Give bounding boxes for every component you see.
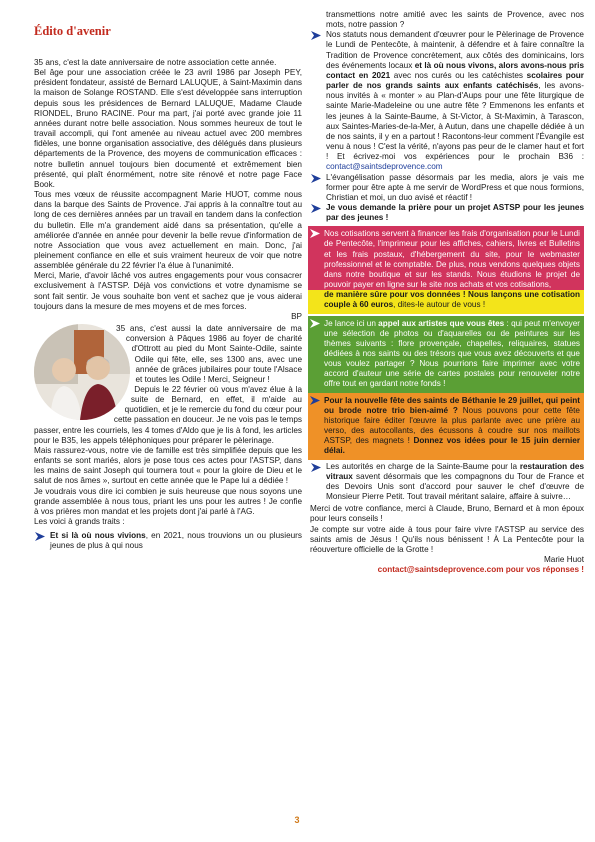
artists-call-block: Je lance ici un appel aux artistes que vous êtes : qui peut m'envoyer une sélection de photos ou d'aquarelles ou de peintures sur les thèmes suivants : flore provençale, chapelles, reliquaires, statues dédiées à nos saints ou des trésors que vous avez découverts et que vous voulez partager ? Nous pourrions faire imprimer avec votre accord d'auteur une série de cartes postales pour renouveler notre offre tout en gardant notre fonds ! [308,316,584,393]
paragraph: Bel âge pour une association créée le 23 avril 1986 par Joseph PEY, président fondateur, assisté de Bernard LALUQUE, à Saint-Maximin dans la maison de Solange ROSTAND. Elle s'est développée sans interruption depuis sous les présidences de Bernard LALUQUE, Madame Claude RIONDEL, Bruno RACINE. Pour ma part, j'ai porté avec grande joie 11 années durant notre belle association. Nous sommes heureux de tout le travail accompli, qui l'ont amenée au niveau actuel avec 200 membres fidèles, une bonne organisation associative, des délégués dans plusieurs départements de la Provence, des moyens de communication efficaces : notre bulletin annuel toujours bien documenté et extrêmement bien présenté, qui plaît énormément, notre site rénové et notre page Face Book. [34,68,302,189]
contact-reply-link[interactable]: contact@saintsdeprovence.com pour vos réponses ! [377,565,584,575]
contact-email-link[interactable]: contact@saintsdeprovence.com [326,162,443,172]
right-column [310,10,584,575]
list-item: Je vous demande la prière pour un projet ASTSP pour les jeunes par des jeunes ! [310,203,584,223]
paragraph: 35 ans, c'est aussi la date anniversaire de ma conversion à Pâques 1986 au foyer de charité d'Ottrott au pied du Mont Sainte-Odile, sainte Odile qui fête, elle, ses 1300 ans, avec une année de grâces jubilaires pour toute l'Alsace et toutes les Odile ! Merci, Seigneur ! [116,324,302,384]
list-item: Les autorités en charge de la Sainte-Baume pour la restauration des vitraux savent désormais que les compagnons du Tour de France et des Devoirs Unis sont d'accord pour sauver le chef d'œuvre de Monsieur Pierre Petit. Tout travail méritant salaire, affaire à suivre… [310,462,584,503]
signature-marie-huot: Marie Huot [543,554,584,564]
bullet-arrow-icon [310,396,320,405]
paragraph: Depuis le 22 février où vous m'avez élue à la suite de Bernard, en effet, il m'aide au quotidien, et je le remercie du fond du cœur pour cette passation en douceur. Je ne vois pas le temps passer, entre les courriels, les 4 tomes d'Aldo que je lis à fond, les articles pour le B35, les appels téléphoniques pour préparer le pèlerinage. [34,385,302,445]
left-column [34,24,302,552]
paragraph: Merci, Marie, d'avoir lâché vos autres engagements pour vous consacrer exclusivement à l'ASTSP. Déjà vos convictions et votre dynamisme se sont fait sentir. Je vous souhaite bon vent et sachez que je vous aiderai toujours dans la mesure de mes moyens et de mes forces. [34,271,302,311]
signature-bp: BP [291,311,302,321]
bethanie-feast-block: Pour la nouvelle fête des saints de Béthanie le 29 juillet, qui peint ou brode notre trio bien-aimé ? Nous pouvons pour cette fête historique faire éditer l'œuvre la plus parlante avec une prière au verso, des autocollants, des écussons à coudre sur nos maillots ASTSP, des magnets ! Donnez vos idées pour le 15 juin dernier délai. [308,393,584,460]
bullet-arrow-icon [311,204,321,213]
list-item: L'évangélisation passe désormais par les media, alors je vais me former pour être apte à me servir de WordPress et que nous formions, Christian et moi, un duo avisé et réactif ! [310,173,584,203]
paragraph: Tous mes vœux de réussite accompagnent Marie HUOT, comme nous dans la barque des Saints de Provence. J'ai appris à la connaître tout au long de ces dernières années par un travail en tandem dans la confection du bulletin. Elle m'a grandement aidé dans sa présentation, qu'elle a améliorée d'année en année pour devenir la belle revue d'information de notre Association que vous avez actuellement en main. Donc, j'ai pleinement confiance en elle et suis vraiment heureux de voir que notre assemblée générale du 22 février l'a élue à l'unanimité. [34,190,302,271]
bullet-arrow-icon [311,31,321,40]
bullet-arrow-icon [310,319,320,328]
paragraph: Je compte sur votre aide à tous pour faire vivre l'ASTSP au service des saints amis de Jésus ! Qu'ils nous bénissent ! À La Pentecôte pour la réouverture officielle de la Grotte ! [310,524,584,554]
list-item: Et si là où nous vivions, en 2021, nous trouvions un ou plusieurs jeunes de plus à qui nous [34,531,302,551]
list-item: Nos statuts nous demandent d'œuvrer pour le Pèlerinage de Provence le Lundi de Pentecôte, à maintenir, à défendre et à faire connaître la Tradition de Provence concrètement, aux côtés des dominicains, lors des événements locaux et là où nous vivons, alors avons-nous pris contact en 2021 avec nos curés ou les catéchistes scolaires pour parler de nos grands saints aux enfants catéchisés, les avons-nous invités à « monter » au Plan-d'Aups pour une fête liturgique de sainte Marie-Madeleine ou une autre fête ? Emmenons les enfants et les jeunes à la Sainte-Baume, à St-Victor, à St-Maximin, à Tarascon, aux Saintes-Maries-de-la-Mer, à Autun, dans une chapelle dédiée à un de nos saints, il y en a partout ! Racontons-leur comment l'Évangile est venu à nous ! C'est la vérité, n'ayons pas peur de le clamer haut et fort ! Et écrivez-moi vos expériences pour le prochain B36 : contact@saintsdeprovence.com [310,30,584,172]
page-number: 3 [294,815,300,825]
bullet-arrow-icon [35,532,45,541]
bullet-arrow-icon [311,463,321,472]
paragraph: Je voudrais vous dire ici combien je suis heureuse que nous soyons une grande assemblée à nous tous, priant les uns pour les autres ! Je confie à vos prières mon mandat et les projets dont j'ai parlé à l'AG. [34,486,302,516]
cotisations-block: Nos cotisations servent à financer les frais d'organisation pour le Lundi de Pentecôte, l'imprimeur pour les affiches, cahiers, livres et Bulletins et les frais postaux, d'hébergement du site, pour le webmaster professionnel et le comptable. De plus, nous vendons quelques objets dans notre boutique et sur les stands. Nous étudions le projet de pouvoir payer en ligne sur le site nos achats et vos cotisations, de manière sûre pour vos données ! Nous lançons une cotisation couple à 60 euros, dites-le autour de vous ! [308,226,584,313]
paragraph: Merci de votre confiance, merci à Claude, Bruno, Bernard et à mon époux pour leurs conseils ! [310,504,584,524]
paragraph: 35 ans, c'est la date anniversaire de notre association cette année. [34,58,277,67]
bullet-arrow-icon [310,229,320,238]
bullet-arrow-icon [311,174,321,183]
paragraph: transmettions notre amitié avec les saints de Provence, avec nos mots, notre passion ? [326,10,584,30]
portrait-photo [34,324,130,420]
page-title: Édito d'avenir [34,24,111,38]
paragraph: Les voici à grands traits : [34,517,125,527]
paragraph: Mais rassurez-vous, notre vie de famille est très simplifiée depuis que les enfants se sont mariés, alors je pose tous ces actes pour l'ASTSP, dans les mains de saint Joseph qui tournera tout « pour la gloire de Dieu et le salut de nos âmes », surtout en cette année que le Pape lui a dédiée ! [34,445,302,486]
